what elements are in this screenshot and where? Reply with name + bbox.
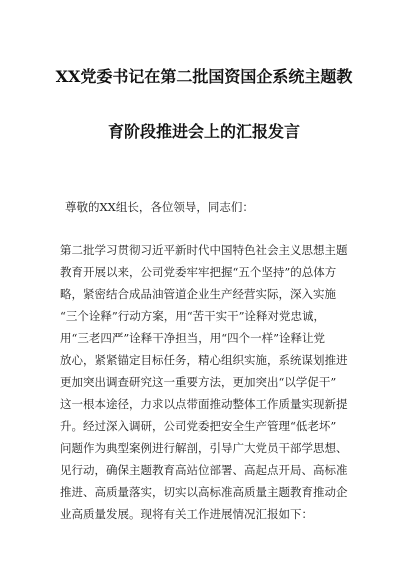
body-line: 教育开展以来，公司党委牢牢把握“五个坚持”的总体方 bbox=[60, 265, 337, 279]
body-line: 问题作为典型案例进行解剖，引导广大党员干部学思想、 bbox=[60, 441, 348, 455]
body-line: “三个诠释”行动方案，用“苦干实干”诠释对党忠诚， bbox=[60, 309, 326, 323]
body-line: 业高质量发展。现将有关工作进展情况汇报如下： bbox=[60, 507, 313, 521]
body-line: 升。经过深入调研，公司党委把安全生产管理“低老坏” bbox=[60, 419, 337, 433]
body-line: 第二批学习贯彻习近平新时代中国特色社会主义思想主题 bbox=[60, 243, 348, 257]
document-title-line-2: 育阶段推进会上的汇报发言 bbox=[107, 122, 300, 141]
document-title-line-1: XX党委书记在第二批国资国企系统主题教 bbox=[55, 67, 353, 86]
body-line: 这一根本途径，力求以点带面推动整体工作质量实现新提 bbox=[60, 397, 348, 411]
body-line: 推进、高质量落实，切实以高标准高质量主题教育推动企 bbox=[60, 485, 348, 499]
body-line: 见行动，确保主题教育高站位部署、高起点开局、高标准 bbox=[60, 463, 348, 477]
body-line: 略，紧密结合成品油管道企业生产经营实际，深入实施 bbox=[60, 287, 336, 301]
salutation: 尊敬的XX组长，各位领导，同志们： bbox=[65, 200, 254, 214]
body-line: 放心，紧紧锚定目标任务，精心组织实施，系统谋划推进 bbox=[60, 353, 348, 367]
body-line: 用“三老四严”诠释干净担当，用“四个一样”诠释让党 bbox=[60, 331, 326, 345]
body-line: 更加突出调查研究这一重要方法，更加突出“以学促干” bbox=[60, 375, 337, 389]
